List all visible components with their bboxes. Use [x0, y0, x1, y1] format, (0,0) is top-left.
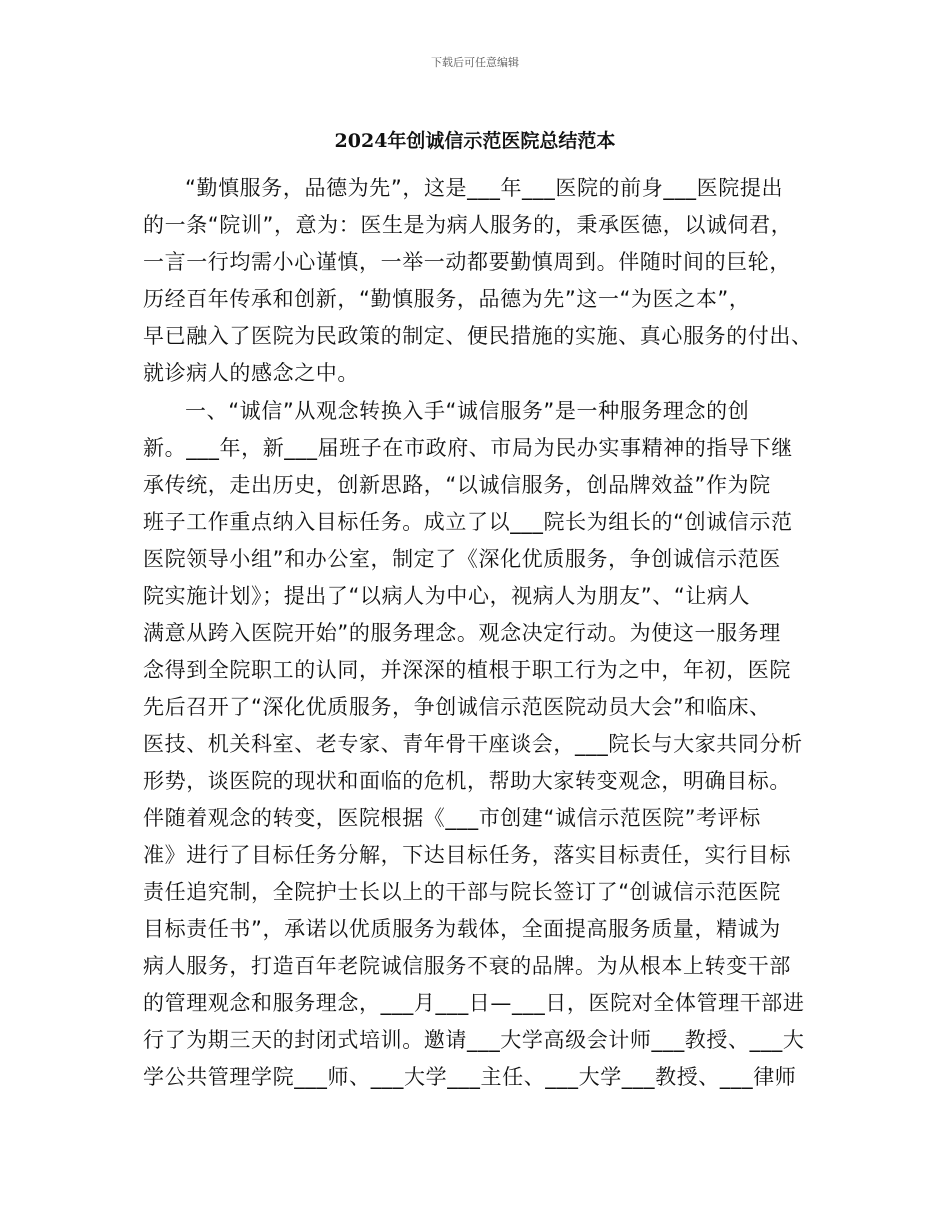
body-line: 先后召开了“深化优质服务，争创诚信示范医院动员大会”和临床、 — [143, 695, 771, 719]
body-line: 一、“诚信”从观念转换入手“诚信服务”是一种服务理念的创 — [185, 399, 750, 423]
body-line: 新。___年，新___届班子在市政府、市局为民办实事精神的指导下继 — [143, 436, 793, 460]
body-line: 行了为期三天的封闭式培训。邀请___大学高级会计师___教授、___大 — [143, 1028, 805, 1052]
body-line: “勤慎服务，品德为先”，这是___年___医院的前身___医院提出 — [185, 176, 784, 200]
body-line: 的一条“院训”，意为：医生是为病人服务的，秉承医德，以诚伺君， — [143, 213, 793, 237]
body-line: 院实施计划》；提出了“以病人为中心，视病人为朋友”、“让病人 — [143, 584, 751, 608]
body-line: 学公共管理学院___师、___大学___主任、___大学___教授、___律师 — [143, 1065, 797, 1089]
body-line: 准》进行了目标任务分解，下达目标任务，落实目标责任，实行目标 — [143, 843, 791, 867]
body-line: 医技、机关科室、老专家、青年骨干座谈会，___院长与大家共同分析 — [143, 732, 803, 756]
body-line: 班子工作重点纳入目标任务。成立了以___院长为组长的“创诚信示范 — [143, 510, 793, 534]
document-title: 2024年创诚信示范医院总结范本 — [334, 130, 616, 152]
body-line: 承传统，走出历史，创新思路，“以诚信服务，创品牌效益”作为院 — [143, 473, 771, 497]
body-line: 就诊病人的感念之中。 — [143, 361, 359, 385]
body-line: 伴随着观念的转变，医院根据《___市创建“诚信示范医院”考评标 — [143, 806, 761, 830]
body-line: 历经百年传承和创新，“勤慎服务，品德为先”这一“为医之本”， — [143, 287, 751, 311]
body-line: 目标责任书”，承诺以优质服务为载体，全面提高服务质量，精诚为 — [143, 917, 781, 941]
body-line: 的管理观念和服务理念，___月___日—___日，医院对全体管理干部进 — [143, 991, 805, 1015]
header-note: 下载后可任意编辑 — [431, 56, 519, 69]
body-line: 念得到全院职工的认同，并深深的植根于职工行为之中，年初，医院 — [143, 658, 791, 682]
body-line: 满意从跨入医院开始”的服务理念。观念决定行动。为使这一服务理 — [143, 621, 781, 645]
body-line: 医院领导小组”和办公室，制定了《深化优质服务，争创诚信示范医 — [143, 547, 781, 571]
body-line: 一言一行均需小心谨慎，一举一动都要勤慎周到。伴随时间的巨轮， — [143, 250, 791, 274]
body-line: 责任追究制，全院护士长以上的干部与院长签订了“创诚信示范医院 — [143, 880, 781, 904]
body-line: 早已融入了医院为民政策的制定、便民措施的实施、真心服务的付出、 — [143, 324, 813, 348]
body-line: 病人服务，打造百年老院诚信服务不衰的品牌。为从根本上转变干部 — [143, 954, 791, 978]
body-line: 形势，谈医院的现状和面临的危机，帮助大家转变观念，明确目标。 — [143, 769, 791, 793]
